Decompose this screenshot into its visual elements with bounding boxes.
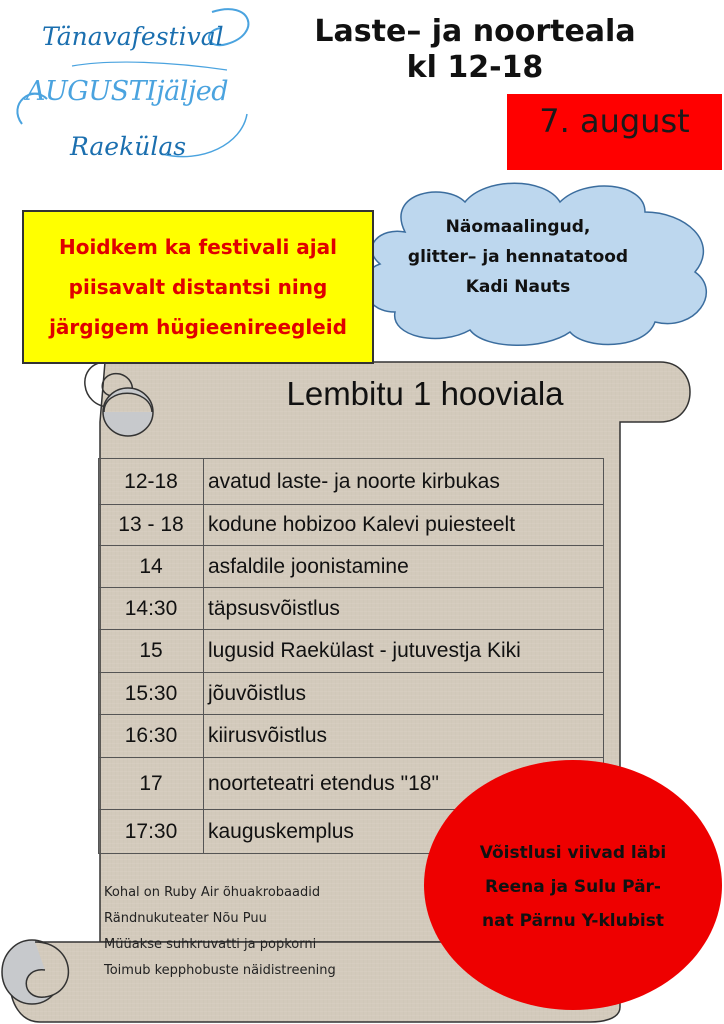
notice-line-2: piisavalt distantsi ning <box>68 275 328 299</box>
organizer-line-1: Võistlusi viivad läbi <box>479 843 667 863</box>
logo-line-place: Raekülas <box>70 132 187 161</box>
table-row <box>99 673 604 715</box>
time-cell: 17:30 <box>99 810 204 854</box>
venue-title: Lembitu 1 hooviala <box>286 375 564 412</box>
note-line: Rändnukuteater Nõu Puu <box>104 911 267 926</box>
time-cell: 13 - 18 <box>99 505 204 546</box>
organizer-text <box>424 836 722 938</box>
logo-line-name: AUGUSTIjäljed <box>26 76 228 107</box>
note-line: Müüakse suhkruvatti ja popkorni <box>104 937 317 952</box>
notice-line-3: järgigem hügieenireegleid <box>49 315 347 339</box>
page-title <box>300 14 650 86</box>
time-cell: 14 <box>99 546 204 588</box>
table-row <box>99 459 604 505</box>
organizer-line-3: nat Pärnu Y-klubist <box>482 911 664 931</box>
note-line: Kohal on Ruby Air õhuakrobaadid <box>104 885 321 900</box>
date-text: 7. august <box>539 102 690 140</box>
event-cell: kodune hobizoo Kalevi puiesteelt <box>204 505 604 546</box>
time-cell: 12-18 <box>99 459 204 505</box>
event-cell: lugusid Raekülast - jutuvestja Kiki <box>204 630 604 673</box>
note-line: Toimub kepphobuste näidistreening <box>104 963 336 978</box>
event-cell: noorteteatri etendus "18" <box>204 758 604 810</box>
hygiene-notice <box>22 210 374 364</box>
extra-activities <box>104 880 336 984</box>
event-cell: kiirusvõistlus <box>204 715 604 758</box>
event-cell: kauguskemplus <box>204 810 604 854</box>
event-cell: avatud laste- ja noorte kirbukas <box>204 459 604 505</box>
time-cell: 15:30 <box>99 673 204 715</box>
event-cell: asfaldile joonistamine <box>204 546 604 588</box>
cloud-line-3: Kadi Nauts <box>465 277 571 297</box>
time-cell: 15 <box>99 630 204 673</box>
title-line-2: kl 12-18 <box>406 50 544 85</box>
cloud-line-1: Näomaalingud, <box>445 217 591 237</box>
cloud-line-2: glitter– ja hennatatood <box>407 247 629 267</box>
time-cell: 16:30 <box>99 715 204 758</box>
logo-line-festival: Tänavafestival <box>42 22 224 51</box>
notice-line-1: Hoidkem ka festivali ajal <box>58 235 338 259</box>
table-row <box>99 505 604 546</box>
organizer-line-2: Reena ja Sulu Pär- <box>485 877 661 897</box>
cloud-text <box>378 212 658 302</box>
table-row <box>99 630 604 673</box>
time-cell: 17 <box>99 758 204 810</box>
table-row <box>99 546 604 588</box>
event-cell: jõuvõistlus <box>204 673 604 715</box>
event-cell: täpsusvõistlus <box>204 588 604 630</box>
title-line-1: Laste– ja noorteala <box>314 14 636 49</box>
festival-logo <box>12 4 262 174</box>
table-row <box>99 588 604 630</box>
time-cell: 14:30 <box>99 588 204 630</box>
table-row <box>99 715 604 758</box>
date-badge <box>507 94 722 170</box>
